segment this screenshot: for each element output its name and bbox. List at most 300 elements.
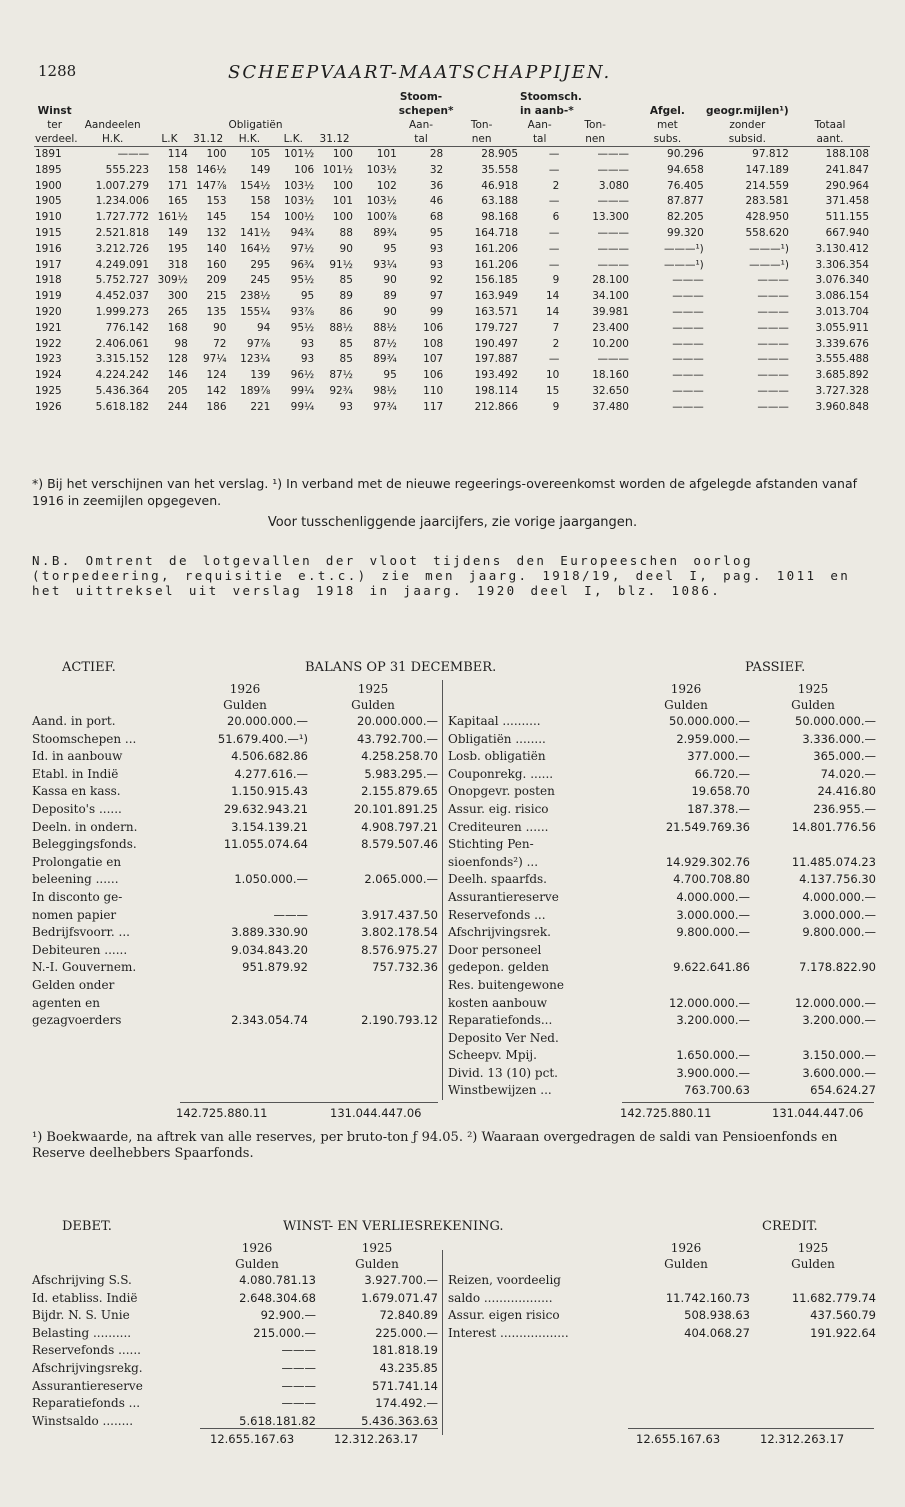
stat-header-cell: Aandeelen (84, 119, 141, 131)
stat-row (34, 305, 870, 321)
ledger-amount: 50.000.000.— (669, 714, 750, 728)
stat-row (34, 147, 870, 163)
stat-header-cell: Aan- (527, 119, 552, 131)
ledger-row (32, 871, 438, 889)
ledger-row (448, 713, 876, 731)
stat-header-cell: Ton- (584, 119, 606, 131)
stat-cell: 295 (250, 258, 271, 271)
unit-label: Gulden (791, 1257, 835, 1271)
ledger-amount: 174.492.— (375, 1396, 438, 1411)
stat-header-cell (444, 104, 519, 118)
ledger-label: N.-I. Gouvernem. (32, 960, 137, 975)
ledger-row (32, 1342, 438, 1360)
stat-header-cell: ter (47, 119, 63, 131)
stat-cell: 1.234.006 (95, 195, 150, 208)
stat-cell: 163.949 (474, 290, 519, 303)
stat-cell: 290.964 (825, 179, 869, 192)
stat-cell: ——— (597, 148, 629, 160)
stat-cell: 163.571 (474, 305, 519, 318)
ledger-label: Assurantiereserve (448, 889, 559, 904)
stat-cell: 3.076.340 (815, 274, 869, 287)
ledger-amount: ——— (281, 1343, 316, 1358)
ledger-amount: 14.801.776.56 (791, 819, 876, 834)
ledger-amount: 3.200.000.— (676, 1013, 750, 1028)
stat-header-cell (630, 90, 705, 104)
stat-row (34, 258, 870, 274)
stat-year: 1891 (35, 148, 62, 160)
ledger-amount: 951.879.92 (242, 960, 308, 975)
stat-cell: ——— (672, 274, 704, 287)
stat-year: 1926 (35, 400, 62, 413)
stat-row (34, 210, 870, 226)
stat-cell: 88½ (373, 321, 397, 334)
ledger-row (448, 1325, 876, 1343)
stat-cell: 97¼ (202, 353, 227, 366)
stat-cell: 93 (429, 258, 444, 271)
stat-cell: ——— (597, 195, 629, 208)
ledger-amount (308, 977, 438, 995)
activa-section (32, 681, 438, 1030)
stat-header-cell (315, 118, 354, 132)
ledger-amount: 437.560.79 (810, 1308, 876, 1323)
war-note: N.B. Omtrent de lotgevallen der vloot tijdens den Europeeschen oorlog (torpedeering, requisitie e.t.c.) zie men jaarg. 1918/19, deel I, pag. 1011 en het uittreksel uit verslag 1918 in jaarg. 1920 deel I, blz. 1086. (32, 553, 851, 598)
stat-cell: 90.296 (667, 148, 704, 160)
running-header (38, 62, 867, 86)
stat-cell: 100 (206, 148, 227, 160)
ledger-label: Prolongatie en (32, 854, 122, 869)
ledger-amount (308, 995, 438, 1013)
ledger-amount: 14.929.302.76 (665, 854, 750, 869)
ledger-amount: ——— (273, 907, 308, 922)
stat-cell: ——— (597, 242, 629, 255)
stat-cell: 776.142 (105, 321, 150, 334)
stat-cell: 5.752.727 (95, 274, 150, 287)
column-years (448, 1240, 876, 1256)
ledger-amount: 20.101.891.25 (353, 801, 438, 816)
ledger-row (32, 942, 438, 960)
stat-cell: 5.436.364 (95, 384, 150, 397)
ledger-label: Bedrijfsvoorr. ... (32, 925, 130, 940)
stat-cell: 63.188 (481, 195, 519, 208)
stat-cell: 1.727.772 (95, 211, 150, 224)
stat-cell: 96¾ (290, 258, 315, 271)
ledger-row (32, 766, 438, 784)
stat-year: 1923 (35, 353, 62, 366)
stat-cell: 3.727.328 (815, 384, 869, 397)
ledger-amount: 4.000.000.— (676, 889, 750, 904)
stat-header-cell (354, 132, 398, 147)
stat-cell: 139 (250, 369, 271, 382)
ledger-amount (622, 1272, 750, 1290)
credit-total-1926: 12.655.167.63 (636, 1432, 721, 1446)
stat-cell: — (548, 195, 560, 208)
stat-cell: ——— (757, 337, 789, 350)
stat-cell: 87½ (329, 369, 353, 382)
ledger-amount: 43.235.85 (379, 1360, 438, 1375)
stat-header-cell (189, 118, 228, 132)
stat-cell: 95 (383, 369, 397, 382)
stat-cell: 98 (174, 337, 188, 350)
ledger-amount: 8.576.975.27 (361, 942, 438, 957)
ledger-amount: 5.618.181.82 (239, 1413, 316, 1428)
stat-header-cell: schepen* (398, 105, 454, 117)
stat-cell: ——— (597, 353, 629, 366)
ledger-label: beleening ...... (32, 872, 119, 887)
ledger-row (448, 1290, 876, 1308)
ledger-row (32, 1378, 438, 1396)
ledger-row (448, 907, 876, 925)
stat-cell: 100½ (284, 211, 315, 224)
stat-header-cell: Afgel. (649, 105, 685, 117)
stat-header-row (34, 104, 870, 118)
ledger-label: Reparatiefonds... (448, 1013, 553, 1028)
ledger-amount: 50.000.000.— (795, 714, 876, 728)
stat-cell: 2 (552, 179, 560, 192)
stat-cell: 106 (294, 163, 315, 176)
stat-header-cell (315, 104, 354, 118)
stat-cell: 145 (206, 211, 227, 224)
balans-title: BALANS OP 31 DECEMBER. (305, 660, 497, 675)
ledger-row (448, 748, 876, 766)
stat-header-cell: Obligatiën (228, 119, 283, 131)
stat-cell: 168 (167, 321, 188, 334)
ledger-label: Winstbewijzen ... (448, 1083, 552, 1098)
ledger-amount: 5.983.295.— (364, 766, 438, 781)
stat-header-cell: 31.12 (189, 132, 228, 147)
ledger-amount (182, 854, 308, 872)
stat-row (34, 226, 870, 242)
ledger-amount: 11.055.074.64 (223, 837, 308, 852)
ledger-amount: 225.000.— (375, 1325, 438, 1340)
unit-label: Gulden (791, 698, 835, 712)
stat-cell: 99¼ (290, 400, 315, 413)
stat-cell: 164½ (240, 242, 271, 255)
ledger-label: Assur. eigen risico (448, 1308, 560, 1323)
stat-year: 1922 (35, 337, 62, 350)
ledger-row (32, 854, 438, 872)
year-1926: 1926 (241, 1241, 273, 1255)
ledger-label: Stichting Pen- (448, 837, 534, 852)
stat-cell: 318 (167, 258, 188, 271)
stat-header-cell: Winst (37, 105, 72, 117)
ledger-row (32, 819, 438, 837)
ledger-amount: ——— (281, 1378, 316, 1393)
stat-cell: ——— (757, 305, 789, 318)
ledger-amount: 377.000.— (687, 749, 750, 764)
ledger-amount (622, 942, 750, 960)
ledger-amount: 9.800.000.— (676, 925, 750, 940)
stat-cell: 3.339.676 (815, 337, 869, 350)
stat-cell: 555.223 (105, 163, 150, 176)
ledger-amount: 19.658.70 (691, 784, 750, 799)
stat-cell: 209 (206, 274, 227, 287)
ledger-amount: 4.000.000.— (802, 889, 876, 904)
stat-year: 1895 (35, 163, 62, 176)
stat-cell: 2 (552, 337, 560, 350)
ledger-label: saldo .................. (448, 1290, 553, 1305)
ledger-amount: 757.732.36 (372, 960, 438, 975)
stat-header-cell (150, 90, 189, 104)
stat-cell: 90 (383, 274, 397, 287)
ledger-label: Belasting .......... (32, 1325, 132, 1340)
stat-cell: 68 (429, 211, 444, 224)
stat-cell: 102 (376, 179, 397, 192)
stat-row (34, 273, 870, 289)
ledger-amount: 191.922.64 (810, 1325, 876, 1340)
stat-cell: 18.160 (592, 369, 629, 382)
debet-total-rule (200, 1428, 438, 1429)
activa-total-rule (180, 1102, 438, 1103)
stat-header-cell: Ton- (470, 119, 493, 131)
passiva-section (448, 681, 876, 1100)
stat-header-cell: aant. (790, 132, 870, 147)
stat-cell: ——— (672, 384, 704, 397)
stat-header-cell (354, 118, 398, 132)
stat-cell: 97½ (290, 242, 315, 255)
stat-header-cell: Aan- (408, 119, 434, 131)
year-1925: 1925 (361, 1241, 393, 1255)
stat-cell: 85 (339, 274, 353, 287)
stat-cell: 93⅞ (290, 305, 315, 318)
stat-cell: — (548, 163, 560, 176)
ledger-label: Res. buitengewone (448, 977, 564, 992)
stat-cell: 37.480 (592, 400, 629, 413)
ledger-amount: 9.800.000.— (802, 925, 876, 940)
ledger-amount: 3.150.000.— (802, 1048, 876, 1063)
ledger-amount: 24.416.80 (817, 784, 876, 799)
stat-cell: 92¾ (329, 384, 353, 397)
stat-cell: 105 (250, 148, 271, 160)
stat-cell: ——— (672, 337, 704, 350)
stat-cell: 156.185 (474, 274, 519, 287)
ledger-row (448, 995, 876, 1013)
stat-cell: ——— (757, 274, 789, 287)
ledger-label: Deposito Ver Ned. (448, 1030, 559, 1045)
column-years (32, 1240, 438, 1256)
stat-cell: ——— (757, 353, 789, 366)
stat-cell: 36 (429, 179, 444, 192)
activa-total-1925: 131.044.447.06 (330, 1106, 422, 1120)
stat-cell: 309½ (157, 274, 188, 287)
column-years (32, 681, 438, 697)
ledger-row (448, 889, 876, 907)
ledger-amount: 2.065.000.— (364, 872, 438, 887)
stat-cell: 110 (423, 384, 444, 397)
stat-cell: 146½ (196, 163, 227, 176)
ledger-amount: 2.648.304.68 (239, 1290, 316, 1305)
stat-cell: 244 (167, 400, 188, 413)
ledger-label: Id. in aanbouw (32, 749, 123, 764)
unit-label: Gulden (235, 1257, 279, 1271)
stat-header-cell (189, 90, 228, 104)
ledger-label: agenten en (32, 995, 100, 1010)
ledger-label: nomen papier (32, 907, 117, 922)
wv-title: WINST- EN VERLIESREKENING. (283, 1219, 504, 1234)
ledger-amount: 11.485.074.23 (791, 854, 876, 869)
stat-cell: 3.555.488 (815, 353, 869, 366)
ledger-amount: 4.258.258.70 (361, 749, 438, 764)
ledger-amount (182, 977, 308, 995)
stat-cell: 101 (376, 148, 397, 160)
stat-cell: — (548, 226, 560, 239)
ledger-amount: 92.900.— (260, 1308, 316, 1323)
stat-cell: 96½ (290, 369, 315, 382)
stat-header-cell (315, 90, 354, 104)
ledger-amount: 2.155.879.65 (361, 784, 438, 799)
stat-cell: 97⅞ (246, 337, 271, 350)
stat-cell: 15 (545, 384, 560, 397)
ledger-row (32, 1395, 438, 1413)
ledger-amount: 3.900.000.— (676, 1065, 750, 1080)
stat-cell: ——— (757, 321, 789, 334)
stat-year: 1916 (35, 242, 62, 255)
stat-cell: ——— (672, 353, 704, 366)
stat-cell: 95 (300, 290, 315, 303)
stat-cell: 128 (167, 353, 188, 366)
ledger-row (32, 801, 438, 819)
stat-year: 1918 (35, 274, 62, 287)
column-years (448, 681, 876, 697)
stat-cell: ———¹) (663, 258, 704, 271)
ledger-label: sioenfonds²) ... (448, 854, 539, 869)
ledger-label: Reservefonds ...... (32, 1343, 141, 1358)
ledger-label: Beleggingsfonds. (32, 837, 137, 852)
stat-year: 1919 (35, 290, 62, 303)
ledger-amount: 9.622.641.86 (673, 960, 750, 975)
stat-cell: 90 (213, 321, 227, 334)
stat-header-cell: nen (560, 132, 630, 147)
stat-cell: 34.100 (592, 290, 629, 303)
debet-heading: DEBET. (62, 1219, 112, 1234)
stat-cell: 160 (206, 258, 227, 271)
stat-cell: 94¾ (290, 226, 315, 239)
debet-total-1926: 12.655.167.63 (210, 1432, 295, 1446)
column-units (448, 697, 876, 713)
ledger-row (448, 1272, 876, 1290)
ledger-row (448, 783, 876, 801)
year-1925: 1925 (797, 1241, 829, 1255)
ledger-amount: 9.034.843.20 (231, 942, 308, 957)
ledger-row (32, 959, 438, 977)
stat-cell: 5.618.182 (95, 400, 150, 413)
ledger-label: Interest .................. (448, 1325, 569, 1340)
ledger-label: Assurantiereserve (32, 1378, 143, 1393)
previous-years-note: Voor tusschenliggende jaarcijfers, zie vorige jaargangen. (267, 515, 638, 530)
ledger-amount: 1.050.000.— (234, 872, 308, 887)
stat-cell: 3.315.152 (95, 353, 150, 366)
stat-cell: 108 (423, 337, 444, 350)
stat-header-cell: H.K. (228, 132, 272, 147)
stat-cell: 135 (206, 305, 227, 318)
stat-cell: — (548, 353, 560, 366)
stat-cell: 76.405 (667, 179, 704, 192)
stat-year: 1924 (35, 369, 62, 382)
stat-header-row (34, 90, 870, 104)
stat-row (34, 321, 870, 337)
stat-cell: ——— (672, 305, 704, 318)
ledger-amount: 43.792.700.— (357, 731, 438, 746)
ledger-amount: 3.889.330.90 (231, 925, 308, 940)
ledger-amount: 21.549.769.36 (665, 819, 750, 834)
stat-cell: 72 (213, 337, 227, 350)
stat-header-cell: Totaal (814, 119, 846, 131)
stat-cell: 100⅞ (366, 211, 397, 224)
stat-cell: 39.981 (592, 305, 629, 318)
stat-cell: ———¹) (749, 242, 789, 255)
stat-header-row (34, 132, 870, 147)
stat-header-cell (34, 90, 75, 104)
stat-cell: 91½ (329, 258, 353, 271)
ledger-amount: 29.632.943.21 (223, 801, 308, 816)
stat-header-cell (228, 90, 272, 104)
stat-cell: 87.877 (667, 195, 704, 208)
stat-cell: 238½ (240, 290, 271, 303)
ledger-amount: 2.959.000.— (676, 731, 750, 746)
stat-cell: 6 (552, 211, 560, 224)
stat-cell: ——— (672, 400, 704, 413)
stat-header-cell: L.K (150, 132, 189, 147)
year-1926: 1926 (229, 682, 261, 696)
ledger-amount: 20.000.000.— (227, 714, 308, 728)
stat-cell: 97 (429, 290, 444, 303)
stat-cell: 46.918 (481, 179, 519, 192)
stat-header-cell: nen (444, 132, 519, 147)
stat-header-cell (228, 104, 272, 118)
stat-cell: 101½ (322, 163, 353, 176)
stat-cell: 7 (552, 321, 560, 334)
stat-cell: 147.189 (745, 163, 789, 176)
stat-cell: 3.306.354 (815, 258, 869, 271)
stat-cell: ——— (597, 226, 629, 239)
stat-cell: 13.300 (592, 211, 629, 224)
stat-cell: 186 (206, 400, 227, 413)
stat-cell: 103½ (366, 195, 397, 208)
ledger-row (32, 995, 438, 1013)
stat-cell: 10 (545, 369, 560, 382)
stat-cell: 93 (429, 242, 444, 255)
ledger-label: Bijdr. N. S. Unie (32, 1308, 130, 1323)
ledger-row (448, 1047, 876, 1065)
stat-cell: 103½ (284, 195, 315, 208)
stat-cell: 89¾ (373, 353, 397, 366)
stat-header-cell (444, 90, 519, 104)
ledger-amount (182, 995, 308, 1013)
ledger-amount: 51.679.400.—¹) (217, 731, 308, 746)
ledger-amount: 4.137.756.30 (799, 872, 876, 887)
stat-header-row (34, 118, 870, 132)
ledger-amount: 215.000.— (253, 1325, 316, 1340)
stat-header-cell (790, 90, 870, 104)
ledger-row (448, 1030, 876, 1048)
stat-cell: 32.650 (592, 384, 629, 397)
ledger-amount: 7.178.822.90 (799, 960, 876, 975)
ledger-amount: 236.955.— (813, 801, 876, 816)
ledger-label: Scheepv. Mpij. (448, 1048, 537, 1063)
stat-cell: 98½ (373, 384, 397, 397)
stat-cell: 82.205 (667, 211, 704, 224)
stat-cell: 28.905 (481, 148, 519, 160)
stat-cell: 117 (423, 400, 444, 413)
credit-total-1925: 12.312.263.17 (760, 1432, 845, 1446)
ledger-row (32, 1272, 438, 1290)
stat-header-cell (271, 90, 315, 104)
stat-row (34, 368, 870, 384)
ledger-row (32, 783, 438, 801)
stat-cell: 35.558 (481, 163, 519, 176)
stat-cell: 154½ (240, 179, 271, 192)
stat-cell: 158 (167, 163, 188, 176)
stat-header-cell: 31.12 (315, 132, 354, 147)
